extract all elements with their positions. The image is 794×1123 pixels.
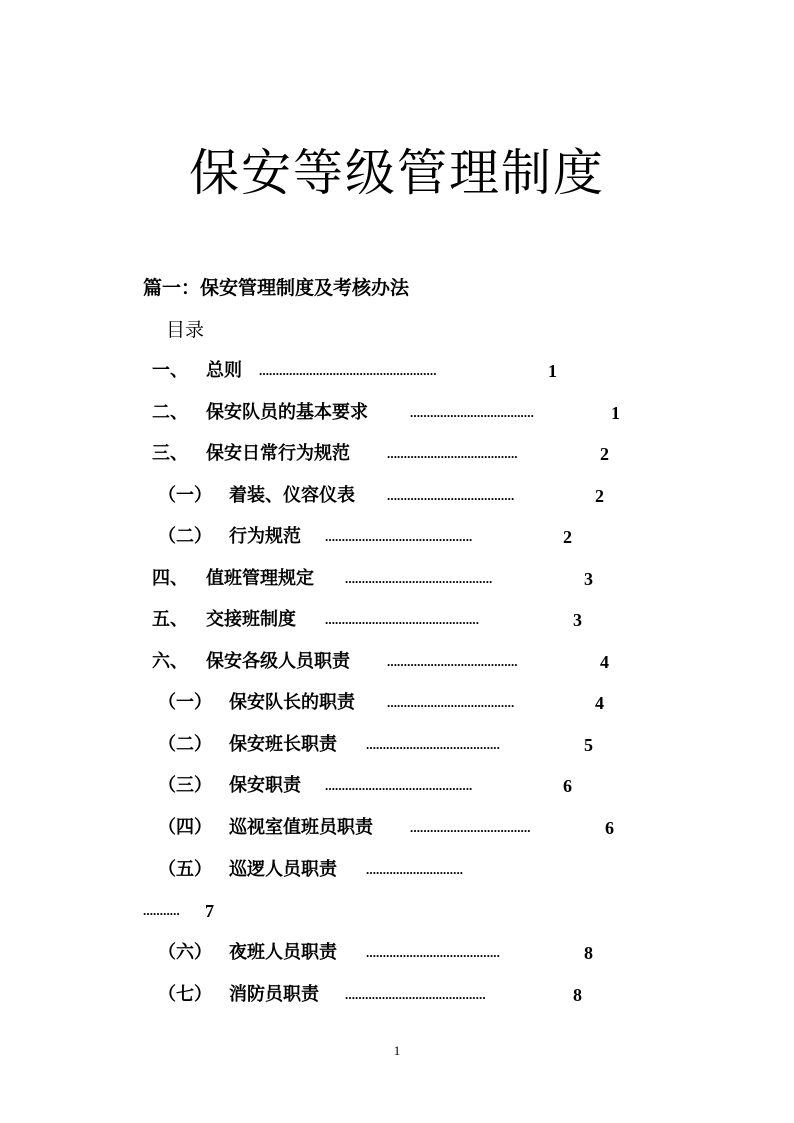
- toc-entry-label: 五、: [152, 609, 188, 630]
- toc-entry-title: 交接班制度: [206, 609, 296, 630]
- toc-entry-leader: ..........................................: [345, 987, 486, 1002]
- toc-entry-label: 二、: [152, 402, 188, 423]
- toc-entry-leader: ............................................: [325, 529, 473, 544]
- toc-entry-label: 一、: [152, 360, 188, 381]
- toc-entry-page: 8: [584, 943, 593, 963]
- toc-entry-title: 值班管理规定: [206, 568, 314, 589]
- toc-entry-page: 3: [584, 569, 593, 589]
- toc-entry-page: 4: [595, 693, 604, 713]
- toc-entry-title: 夜班人员职责: [229, 942, 337, 963]
- toc-entry-page: 2: [600, 444, 609, 464]
- page-number: 1: [393, 1043, 401, 1058]
- toc-entry-label: 三、: [152, 443, 188, 464]
- toc-entry-page: 1: [611, 403, 620, 423]
- toc-entry-page: 1: [548, 361, 557, 381]
- toc-entry-title: 保安职责: [229, 775, 301, 796]
- toc-entry-leader: ......................................: [387, 488, 515, 503]
- toc-heading: 目录: [166, 319, 205, 341]
- toc-entry-leader: ............................................: [345, 571, 493, 586]
- toc-entry-page: 3: [573, 610, 582, 630]
- toc-entry-page: 2: [595, 486, 604, 506]
- toc-entry-label: 六、: [152, 651, 188, 672]
- toc-entry-leader: ........................................: [366, 945, 500, 960]
- toc-entry-page: 2: [563, 527, 572, 547]
- toc-entry-label: （一）: [158, 485, 212, 506]
- toc-entry-leader: .....................................: [410, 405, 534, 420]
- toc-entry-label: （五）: [158, 859, 212, 880]
- toc-entry-title: 保安日常行为规范: [206, 443, 350, 464]
- toc-entry-leader: .............................: [366, 862, 464, 877]
- toc-entry-leader: .......................................: [387, 446, 518, 461]
- toc-entry-page: 6: [563, 776, 572, 796]
- toc-entry-leader: .....................................................: [259, 363, 437, 378]
- toc-entry-leader: ...........: [143, 903, 180, 918]
- toc-entry-title: 巡逻人员职责: [229, 859, 337, 880]
- toc-entry-label: （六）: [158, 942, 212, 963]
- toc-entry-label: （二）: [158, 526, 212, 547]
- toc-entry-label: （四）: [158, 817, 212, 838]
- toc-entry-label: （二）: [158, 734, 212, 755]
- toc-entry-title: 行为规范: [229, 526, 301, 547]
- toc-entry-title: 总则: [206, 360, 242, 381]
- toc-entry-leader: ..............................................: [325, 612, 480, 627]
- toc-entry-title: 消防员职责: [229, 984, 319, 1005]
- toc-entry-title: 巡视室值班员职责: [229, 817, 373, 838]
- toc-entry-leader: ............................................: [325, 778, 473, 793]
- toc-entry-page: 7: [205, 901, 214, 921]
- toc-entry-page: 5: [584, 735, 593, 755]
- toc-entry-leader: ....................................: [410, 820, 531, 835]
- toc-entry-label: 四、: [152, 568, 188, 589]
- toc-entry-leader: ......................................: [387, 695, 515, 710]
- toc-entry-page: 6: [605, 818, 614, 838]
- article-heading: 篇一：保安管理制度及考核办法: [143, 277, 410, 299]
- toc-entry-title: 着装、仪容仪表: [229, 485, 355, 506]
- toc-entry-label: （一）: [158, 692, 212, 713]
- toc-entry-title: 保安各级人员职责: [206, 651, 350, 672]
- toc-entry-title: 保安队员的基本要求: [206, 402, 368, 423]
- toc-entry-label: （七）: [158, 984, 212, 1005]
- toc-entry-title: 保安队长的职责: [229, 692, 355, 713]
- toc-entry-page: 4: [600, 652, 609, 672]
- toc-entry-leader: ........................................: [366, 737, 500, 752]
- document-title: 保安等级管理制度: [189, 144, 605, 202]
- toc-entry-title: 保安班长职责: [229, 734, 337, 755]
- toc-entry-page: 8: [573, 985, 582, 1005]
- toc-entry-leader: .......................................: [387, 654, 518, 669]
- toc-entry-label: （三）: [158, 775, 212, 796]
